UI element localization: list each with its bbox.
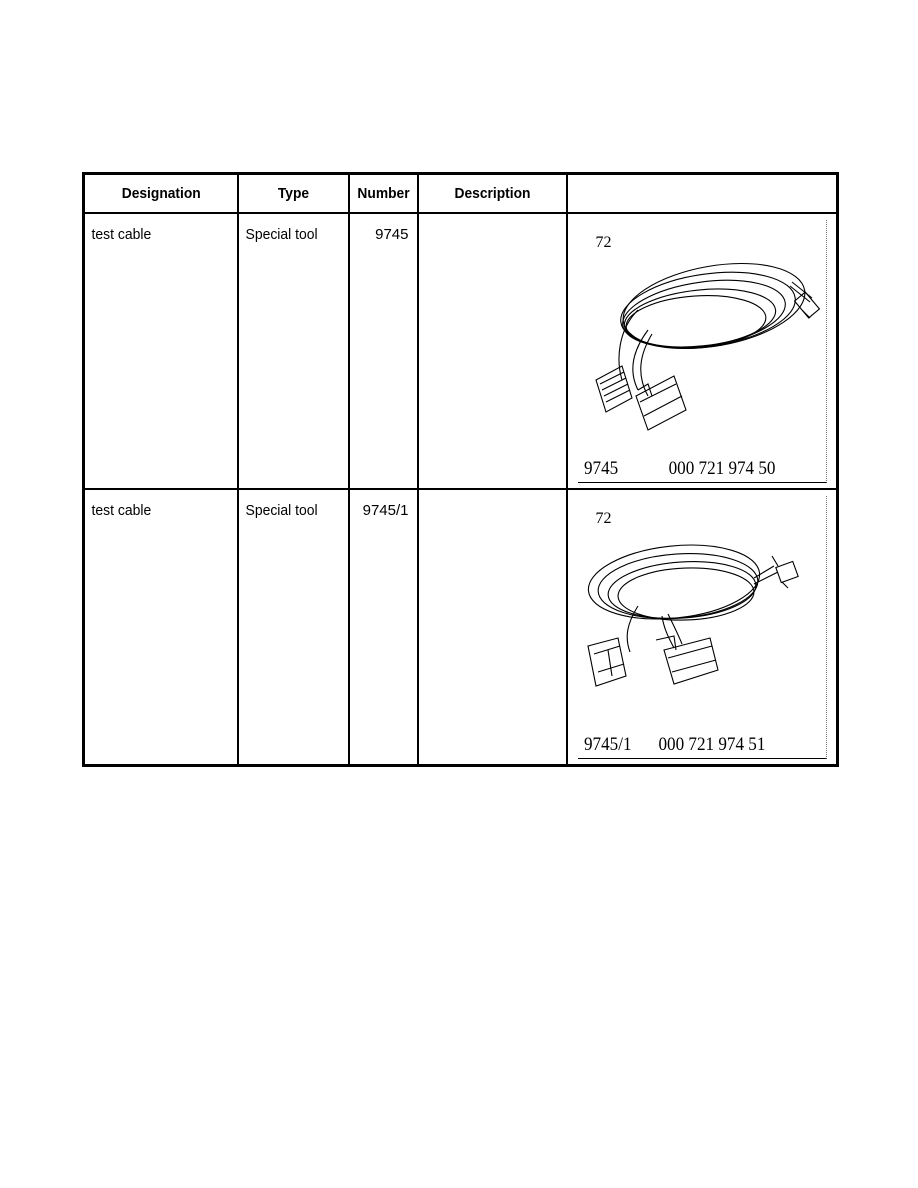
type-cell <box>238 213 349 489</box>
special-tools-table <box>82 172 839 767</box>
test-cable-illustration <box>578 250 826 450</box>
number-cell <box>349 213 418 489</box>
illustration-cell <box>567 213 838 489</box>
caption-tool-number: 9745 <box>583 458 618 479</box>
illustration-frame <box>578 220 827 483</box>
description-text <box>419 214 556 226</box>
number-cell <box>349 489 418 766</box>
type-text: Special tool <box>245 502 318 519</box>
header-designation: Designation <box>90 174 232 214</box>
group-number: 72 <box>595 510 612 527</box>
illustration-frame <box>578 496 827 759</box>
table-row <box>84 213 838 489</box>
header-description: Description <box>423 174 560 214</box>
description-cell <box>418 489 567 766</box>
description-cell <box>418 213 567 489</box>
illustration-caption <box>584 458 775 480</box>
illustration-caption <box>584 734 765 756</box>
caption-part-number: 000 721 974 51 <box>658 734 765 755</box>
designation-cell <box>84 489 238 766</box>
designation-cell <box>84 213 238 489</box>
designation-text: test cable <box>91 502 152 519</box>
table-row <box>84 489 838 766</box>
header-image <box>577 174 826 214</box>
designation-text: test cable <box>91 226 152 243</box>
number-text: 9745 <box>375 226 409 243</box>
description-text <box>419 490 556 502</box>
table-header-row <box>84 174 838 214</box>
caption-tool-number: 9745/1 <box>583 734 632 755</box>
caption-part-number: 000 721 974 50 <box>668 458 775 479</box>
group-number: 72 <box>595 234 612 251</box>
illustration-cell <box>567 489 838 766</box>
header-number: Number <box>351 174 414 214</box>
header-type: Type <box>242 174 344 214</box>
type-text: Special tool <box>245 226 318 243</box>
test-cable-illustration <box>578 526 826 726</box>
number-text: 9745/1 <box>362 502 409 519</box>
type-cell <box>238 489 349 766</box>
